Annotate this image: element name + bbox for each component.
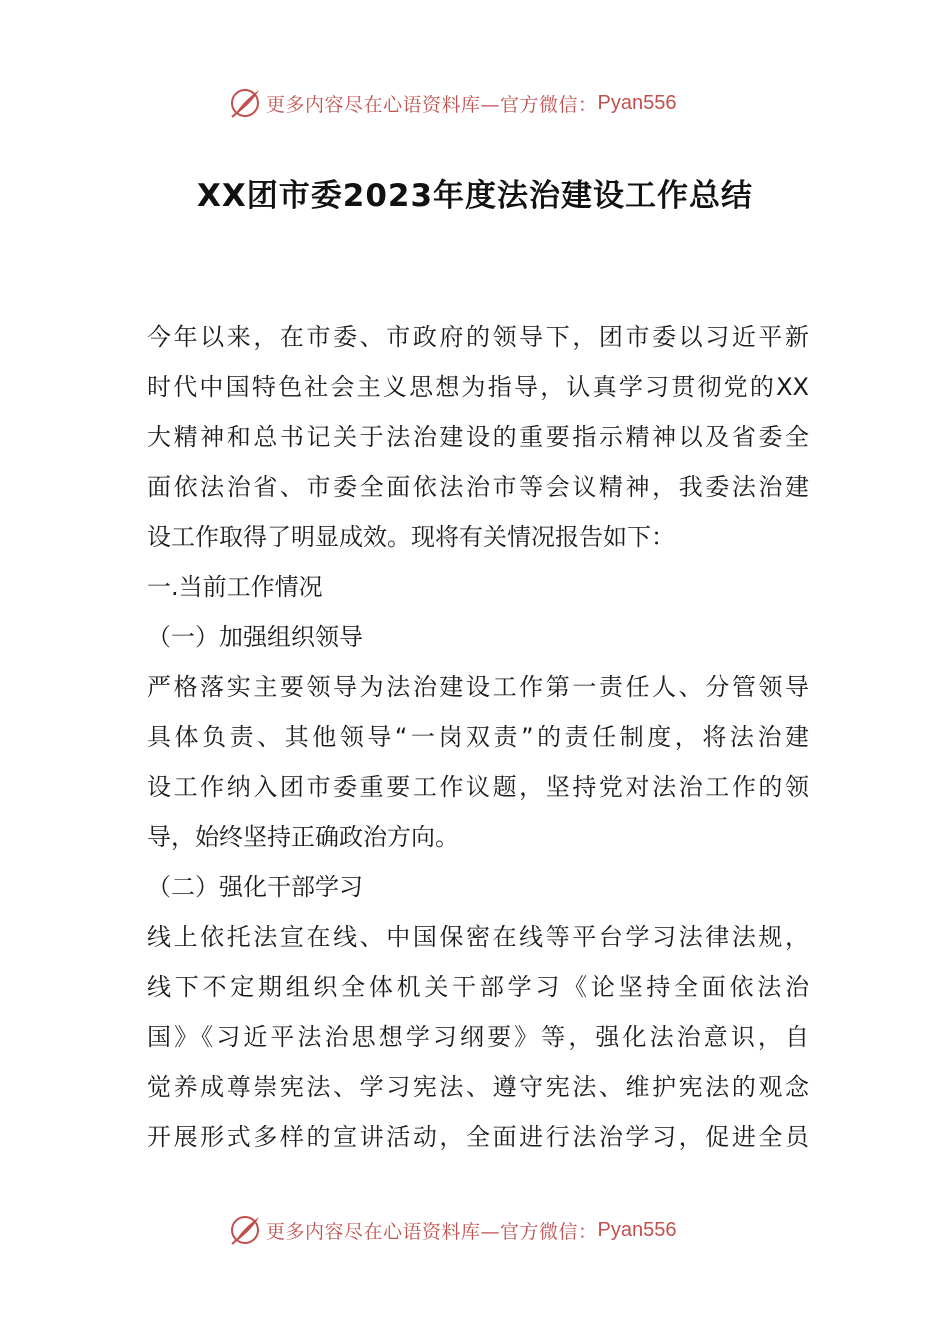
body-line: 今年以来，在市委、市政府的领导下，团市委以习近平新 <box>147 323 809 351</box>
body-line: 时代中国特色社会主义思想为指导，认真学习贯彻党的XX <box>147 373 809 401</box>
quill-pen-logo-icon <box>228 1213 262 1247</box>
body-line: 觉养成尊崇宪法、学习宪法、遵守宪法、维护宪法的观念 <box>147 1073 809 1101</box>
footer-watermark <box>228 1212 676 1248</box>
header-watermark <box>228 85 676 121</box>
section-heading: 一.当前工作情况 <box>147 573 323 601</box>
body-line: 具体负责、其他领导“一岗双责”的责任制度，将法治建 <box>147 723 809 751</box>
body-line: 开展形式多样的宣讲活动，全面进行法治学习，促进全员 <box>147 1123 809 1151</box>
subsection-heading: （二）强化干部学习 <box>147 873 363 901</box>
subsection-heading: （一）加强组织领导 <box>147 623 363 651</box>
watermark-wechat-id: Pyan556 <box>597 1218 677 1241</box>
body-line: 大精神和总书记关于法治建设的重要指示精神以及省委全 <box>147 423 809 451</box>
quill-pen-logo-icon <box>228 86 262 120</box>
body-line: 面依法治省、市委全面依法治市等会议精神，我委法治建 <box>147 473 809 501</box>
body-line: 设工作取得了明显成效。现将有关情况报告如下： <box>147 523 675 551</box>
document-body <box>147 312 809 1162</box>
watermark-text: 更多内容尽在心语资料库—官方微信： <box>266 93 598 116</box>
body-line: 线下不定期组织全体机关干部学习《论坚持全面依法治 <box>147 973 809 1001</box>
body-line: 导，始终坚持正确政治方向。 <box>147 823 459 851</box>
watermark-wechat-id: Pyan556 <box>597 91 677 114</box>
body-line: 国》《习近平法治思想学习纲要》等，强化法治意识，自 <box>147 1023 809 1051</box>
document-title: XX团市委2023年度法治建设工作总结 <box>196 178 754 214</box>
body-line: 设工作纳入团市委重要工作议题，坚持党对法治工作的领 <box>147 773 809 801</box>
body-line: 严格落实主要领导为法治建设工作第一责任人、分管领导 <box>147 673 809 701</box>
watermark-text: 更多内容尽在心语资料库—官方微信： <box>266 1220 598 1243</box>
body-line: 线上依托法宣在线、中国保密在线等平台学习法律法规， <box>147 923 809 951</box>
